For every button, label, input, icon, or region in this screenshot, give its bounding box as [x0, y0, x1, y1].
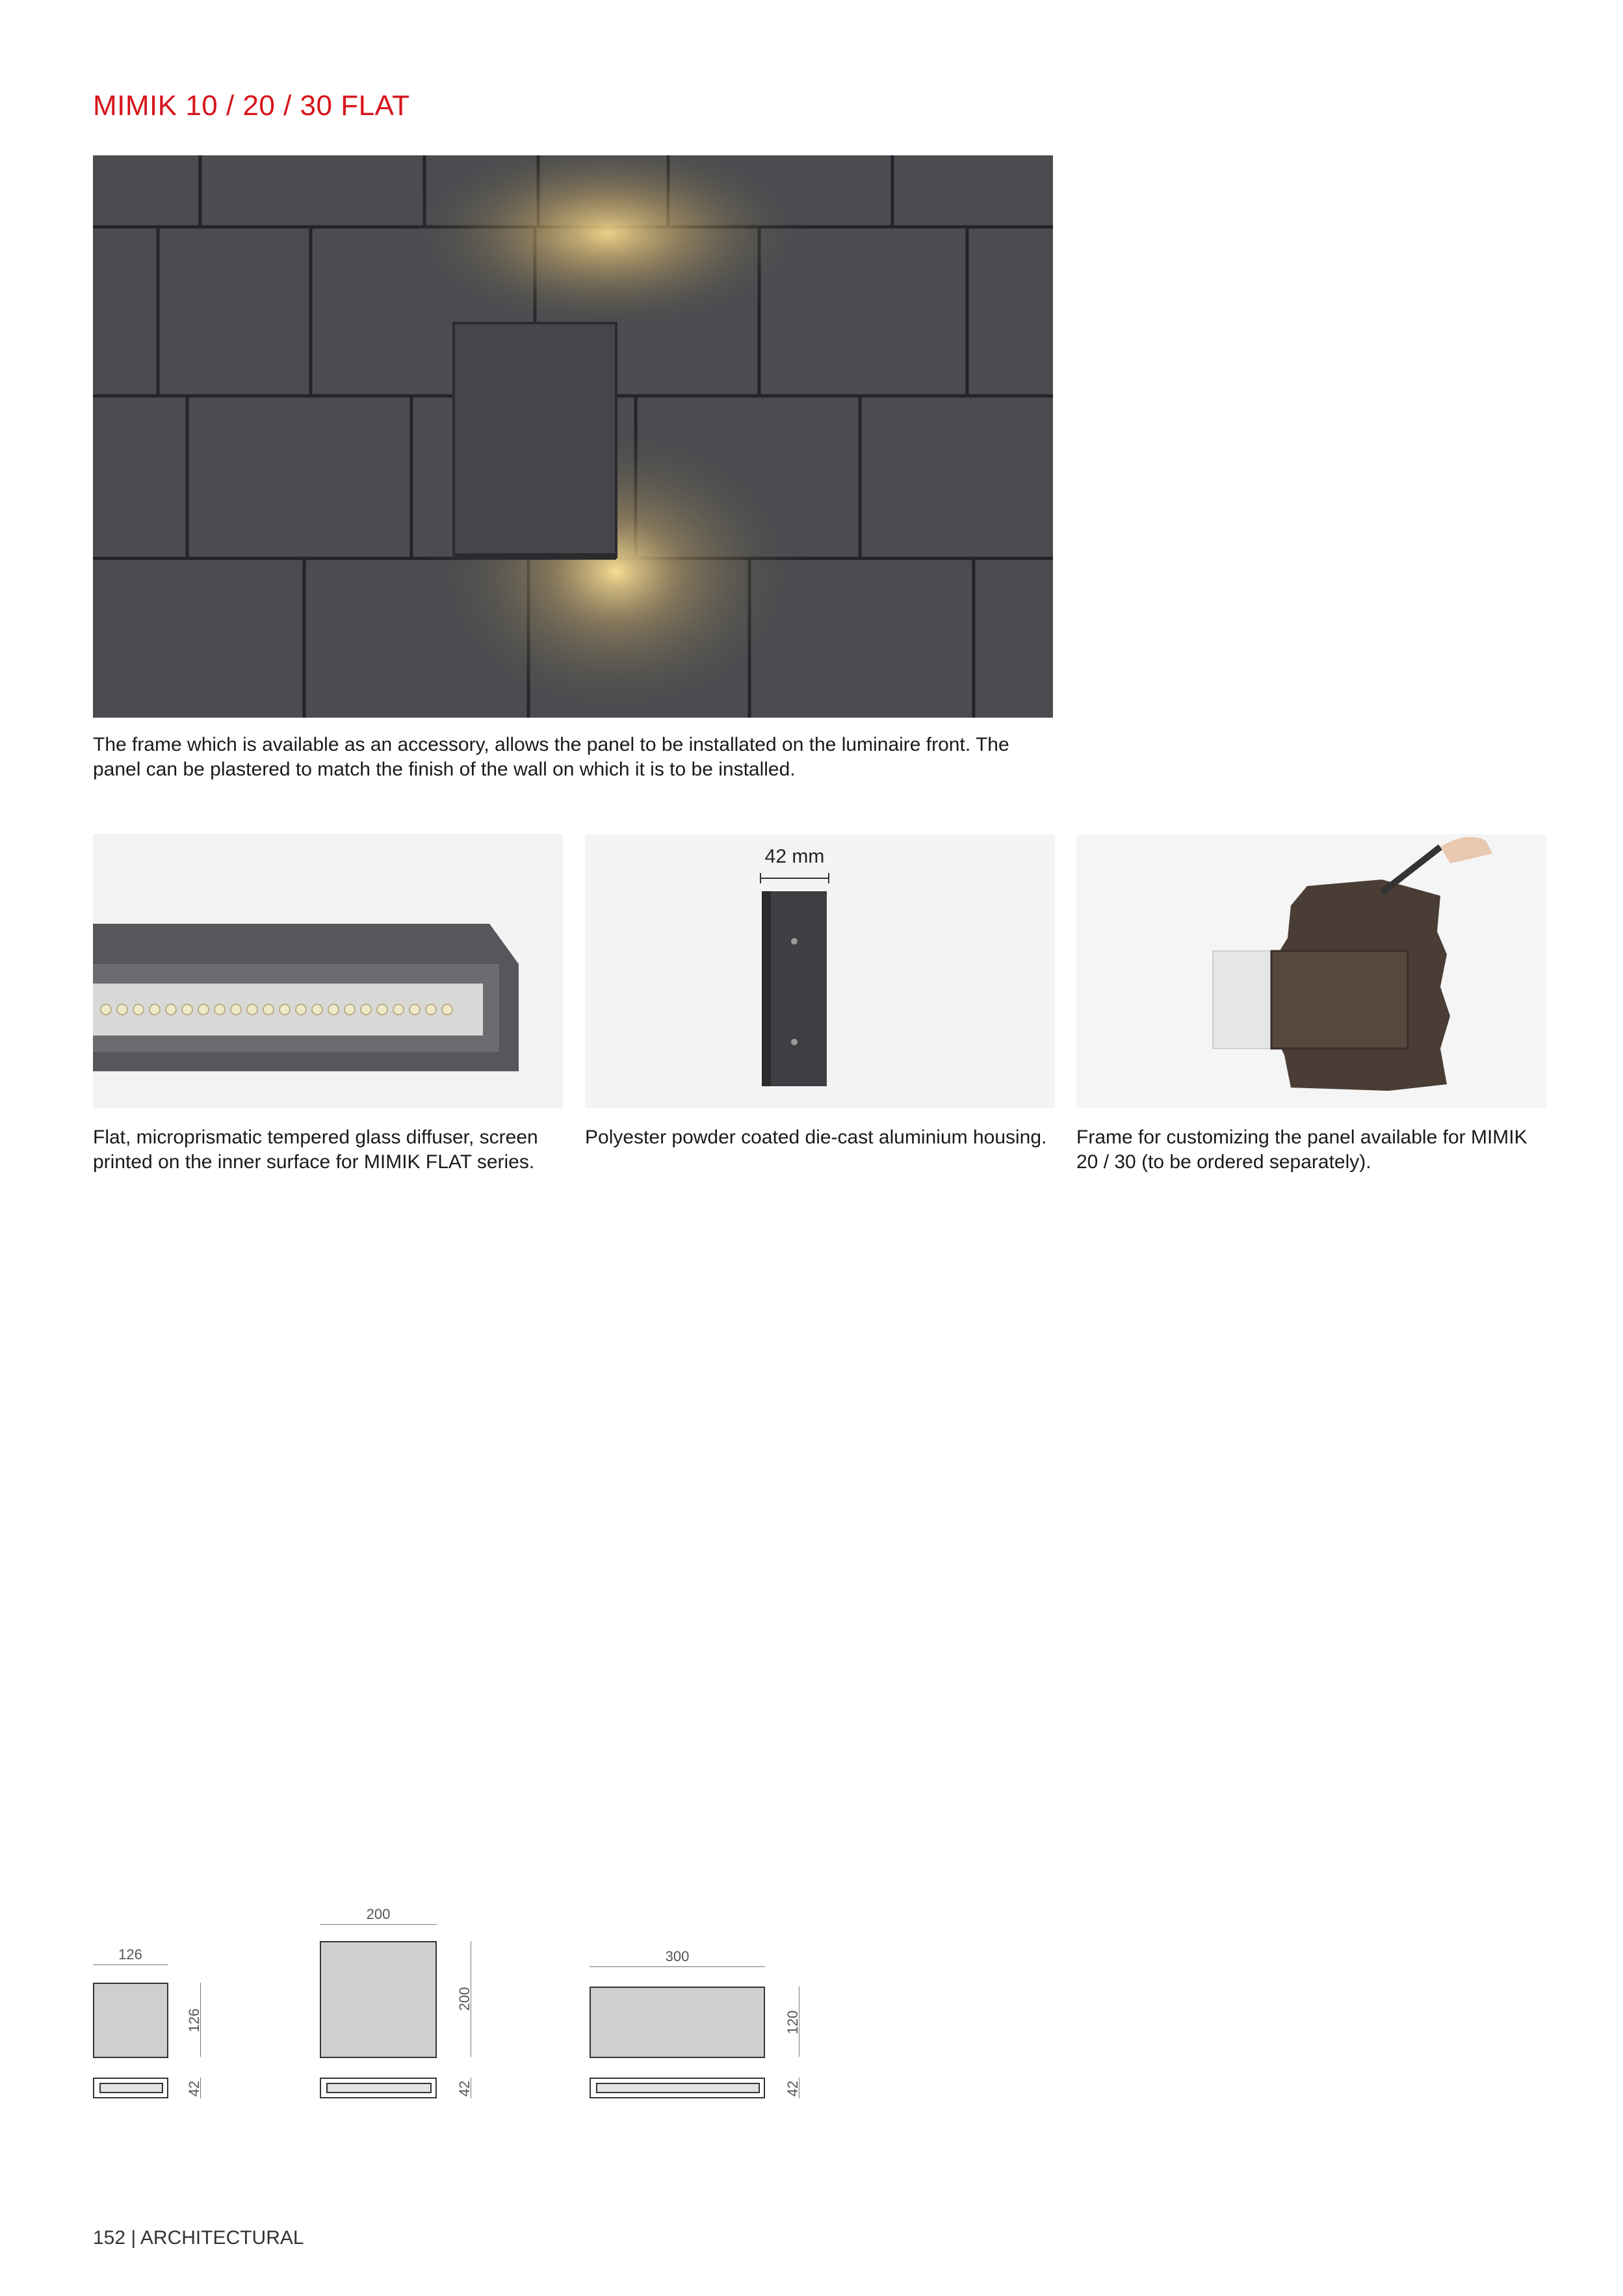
- width-dimension: 300: [665, 1948, 690, 1964]
- front-view: [93, 1983, 168, 2058]
- feature-caption-3: Frame for customizing the panel available for MIMIK 20 / 30 (to be ordered separately).: [1076, 1127, 1527, 1173]
- depth-dimension: 42: [785, 2080, 801, 2097]
- hero-photo: [93, 155, 1053, 718]
- section-name: ARCHITECTURAL: [140, 2227, 304, 2249]
- slate-wall-illustration: [93, 155, 1053, 718]
- height-dimension: 126: [186, 2008, 202, 2033]
- width-dimension: 126: [118, 1946, 142, 1963]
- front-view: [590, 1987, 765, 2058]
- diffuser-illustration: [93, 834, 563, 1108]
- housing-dimension-label: 42 mm: [764, 846, 825, 867]
- page-title: MIMIK 10 / 20 / 30 FLAT: [93, 90, 410, 122]
- drawing-mimik-20: [320, 1885, 489, 2113]
- housing-photo: [585, 834, 1055, 1108]
- page-footer: [93, 2227, 304, 2249]
- width-dimension: 200: [366, 1906, 391, 1922]
- frame-photo: [1076, 834, 1546, 1108]
- page-number: 152: [93, 2227, 126, 2249]
- feature-caption-1: Flat, microprismatic tempered glass diffuser, screen printed on the inner surface for MIMIK FLAT series.: [93, 1127, 538, 1173]
- hero-caption: The frame which is available as an accessory, allows the panel to be installated on the luminaire front. The panel can be plastered to match the finish of the wall on which it is to be installed.: [93, 734, 1009, 780]
- front-view: [320, 1941, 437, 2058]
- drawing-mimik-30: [590, 1924, 811, 2113]
- housing-illustration: [585, 834, 1055, 1108]
- side-view: [320, 2078, 437, 2098]
- footer-separator: |: [131, 2227, 136, 2249]
- depth-dimension: 42: [186, 2080, 202, 2097]
- feature-caption-2: Polyester powder coated die-cast aluminium housing.: [585, 1127, 1047, 1148]
- diffuser-photo: [93, 834, 563, 1108]
- height-dimension: 120: [785, 2010, 801, 2035]
- side-view: [93, 2078, 168, 2098]
- frame-illustration: [1076, 834, 1546, 1108]
- height-dimension: 200: [456, 1987, 473, 2011]
- depth-dimension: 42: [456, 2080, 473, 2097]
- drawing-mimik-10: [93, 1924, 249, 2113]
- side-view: [590, 2078, 765, 2098]
